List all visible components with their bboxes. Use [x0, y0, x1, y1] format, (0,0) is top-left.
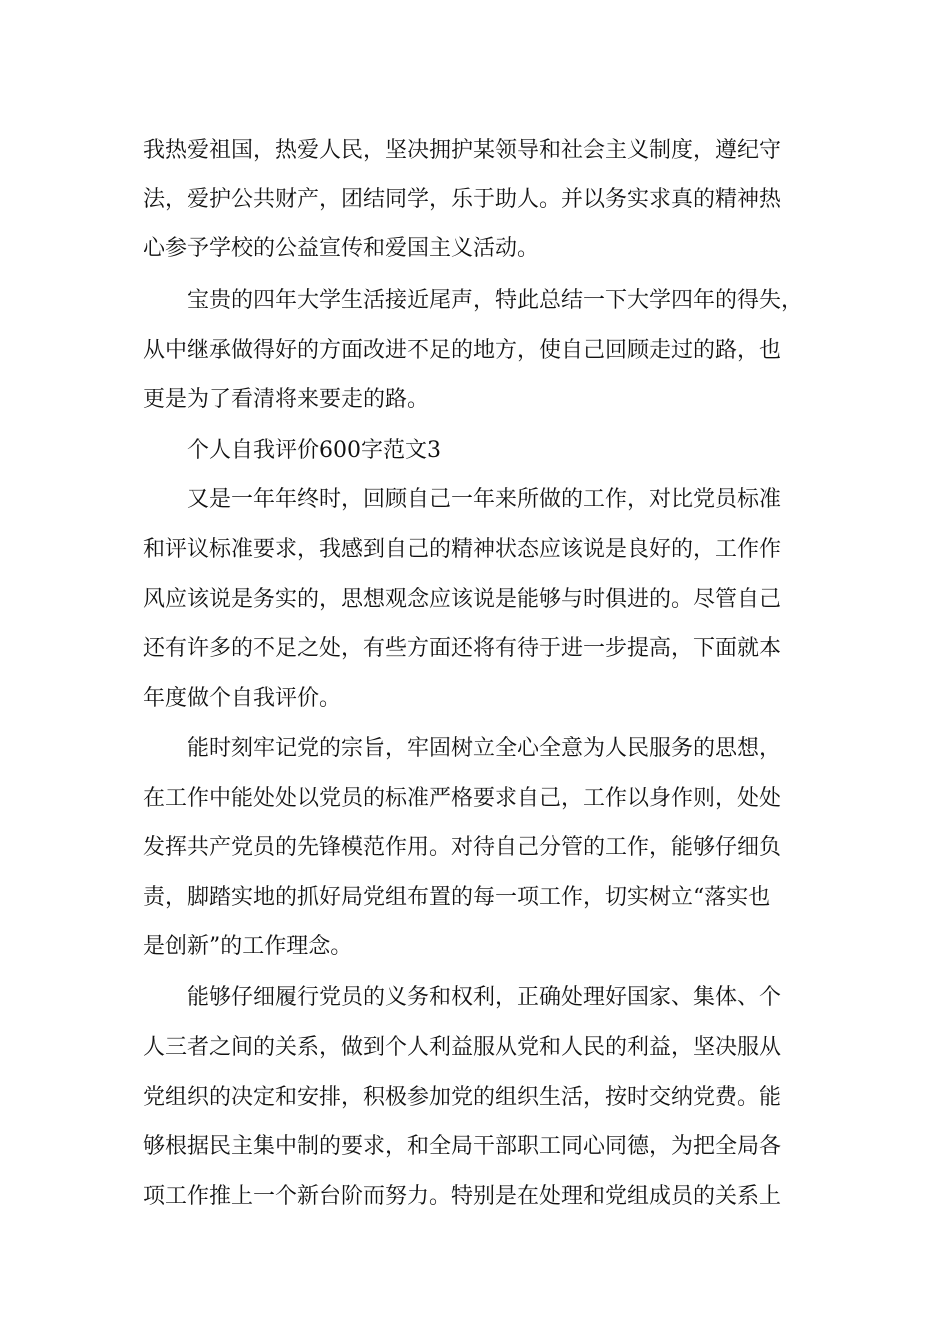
text-line: 心参予学校的公益宣传和爱国主义活动。 — [143, 236, 540, 261]
text-line: 责，脚踏实地的抓好局党组布置的每一项工作，切实树立“落实也 — [143, 885, 771, 910]
text-line: 宝贵的四年大学生活接近尾声，特此总结一下大学四年的得失， — [187, 288, 804, 313]
text-line: 在工作中能处处以党员的标准严格要求自己，工作以身作则，处处 — [143, 786, 782, 811]
text-line: 发挥共产党员的先锋模范作用。对待自己分管的工作，能够仔细负 — [143, 835, 782, 860]
text-line: 人三者之间的关系，做到个人利益服从党和人民的利益，坚决服从 — [143, 1035, 782, 1060]
section-heading: 个人自我评价600字范文3 — [187, 438, 441, 463]
text-line: 能时刻牢记党的宗旨，牢固树立全心全意为人民服务的思想， — [187, 736, 782, 761]
text-line: 风应该说是务实的，思想观念应该说是能够与时俱进的。尽管自己 — [143, 587, 782, 612]
text-line: 又是一年年终时，回顾自己一年来所做的工作，对比党员标准 — [187, 487, 782, 512]
text-line: 是创新”的工作理念。 — [143, 934, 353, 959]
text-line: 项工作推上一个新台阶而努力。特别是在处理和党组成员的关系上 — [143, 1184, 782, 1209]
text-line: 从中继承做得好的方面改进不足的地方，使自己回顾走过的路，也 — [143, 338, 782, 363]
text-line: 我热爱祖国，热爱人民，坚决拥护某领导和社会主义制度，遵纪守 — [143, 138, 782, 163]
text-line: 年度做个自我评价。 — [143, 686, 342, 711]
text-line: 法，爱护公共财产，团结同学，乐于助人。并以务实求真的精神热 — [143, 187, 782, 212]
text-line: 更是为了看清将来要走的路。 — [143, 387, 430, 412]
text-line: 党组织的决定和安排，积极参加党的组织生活，按时交纳党费。能 — [143, 1085, 782, 1110]
text-line: 能够仔细履行党员的义务和权利，正确处理好国家、集体、个 — [187, 985, 782, 1010]
text-line: 还有许多的不足之处，有些方面还将有待于进一步提高，下面就本 — [143, 636, 782, 661]
text-line: 和评议标准要求，我感到自己的精神状态应该说是良好的，工作作 — [143, 537, 782, 562]
text-line: 够根据民主集中制的要求，和全局干部职工同心同德，为把全局各 — [143, 1134, 782, 1159]
